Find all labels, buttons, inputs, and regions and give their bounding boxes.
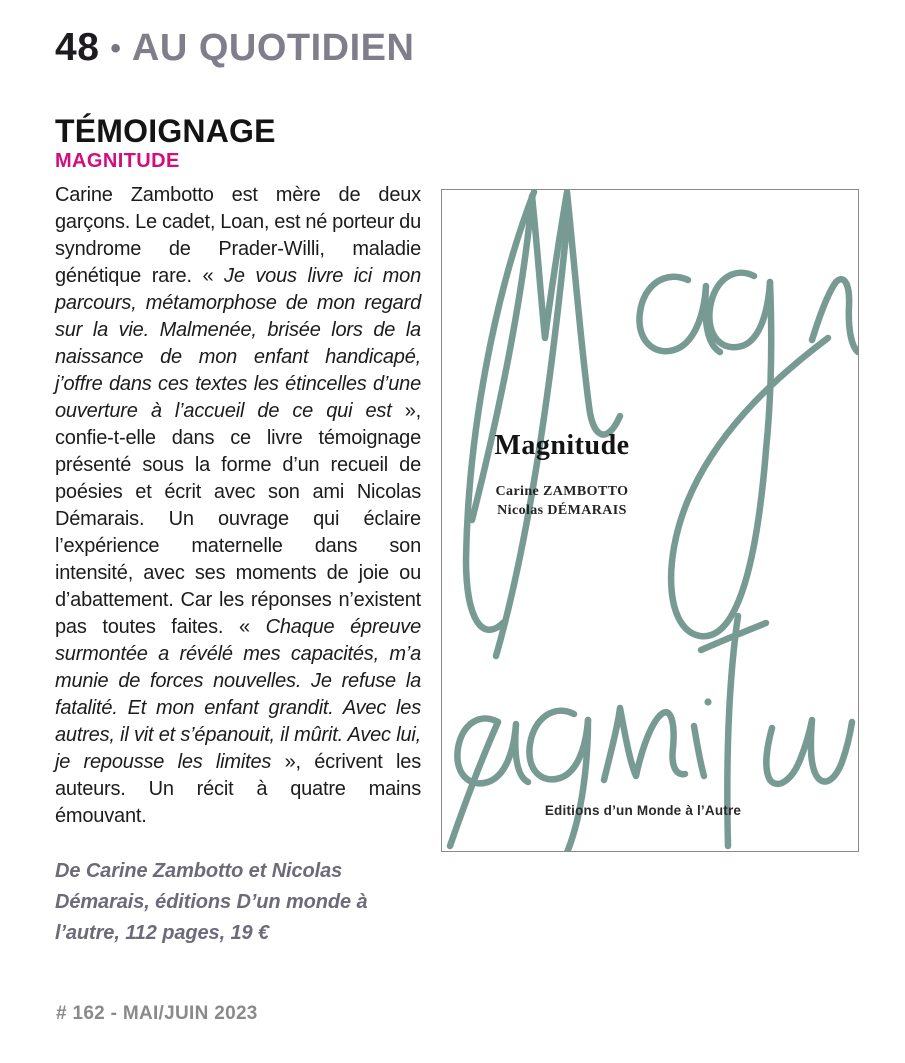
article-column (55, 114, 421, 949)
body-segment: », écrivent les auteurs. Un récit à quatre mains émouvant. (55, 751, 421, 827)
cover-author: Carine ZAMBOTTO (495, 484, 629, 499)
body-segment: Carine Zambotto est mère de deux garçons. Le cadet, Loan, est né porteur du syndrome de Prader-Willi, maladie génétique rare. « (55, 184, 421, 287)
book-credit-line: De Carine Zambotto et Nicolas Démarais, éditions D’un monde à l’autre, 112 pages, 19 € (55, 860, 368, 944)
cover-publisher: Editions d’un Monde à l’Autre (544, 803, 742, 818)
book-cover (441, 189, 859, 852)
cover-title: Magnitude (494, 430, 630, 461)
body-segment-quote: Chaque épreuve surmontée a révélé mes capacités, m’a munie de forces nouvelles. Je refuse la fatalité. Et mon enfant grandit. Avec les autres, il vit et s’épanouit, il mûrit. Avec lui, je repousse les limites (55, 616, 422, 773)
body-segment: », confie-t-elle dans ce livre témoignage présenté sous la forme d’un recueil de poésies et écrit avec son ami Nicolas Démarais. Un ouvrage qui éclaire l’expérience maternelle dans son intensité, avec ses moments de joie ou d’abattement. Car les réponses n’existent pas toutes faites. « (55, 400, 422, 638)
article-body (55, 182, 421, 830)
cover-authors (462, 482, 662, 520)
section-title: AU QUOTIDIEN (131, 27, 415, 69)
article-subtitle: MAGNITUDE (55, 150, 180, 172)
page-header (55, 26, 414, 70)
issue-footer: # 162 - MAI/JUIN 2023 (56, 1003, 258, 1024)
article-category: TÉMOIGNAGE (55, 113, 276, 149)
bullet-separator-icon: • (110, 32, 121, 65)
page-number: 48 (55, 26, 100, 69)
cover-author: Nicolas DÉMARAIS (497, 503, 627, 518)
cover-script-art (442, 190, 858, 851)
cover-title-block (462, 430, 662, 462)
script-word-top (466, 192, 858, 656)
body-segment-quote: Je vous livre ici mon parcours, métamorphose de mon regard sur la vie. Malmenée, brisée lors de la naissance de mon enfant handicapé, j’offre dans ces textes les étincelles d’une ouverture à l’accueil de ce qui est (55, 265, 421, 422)
